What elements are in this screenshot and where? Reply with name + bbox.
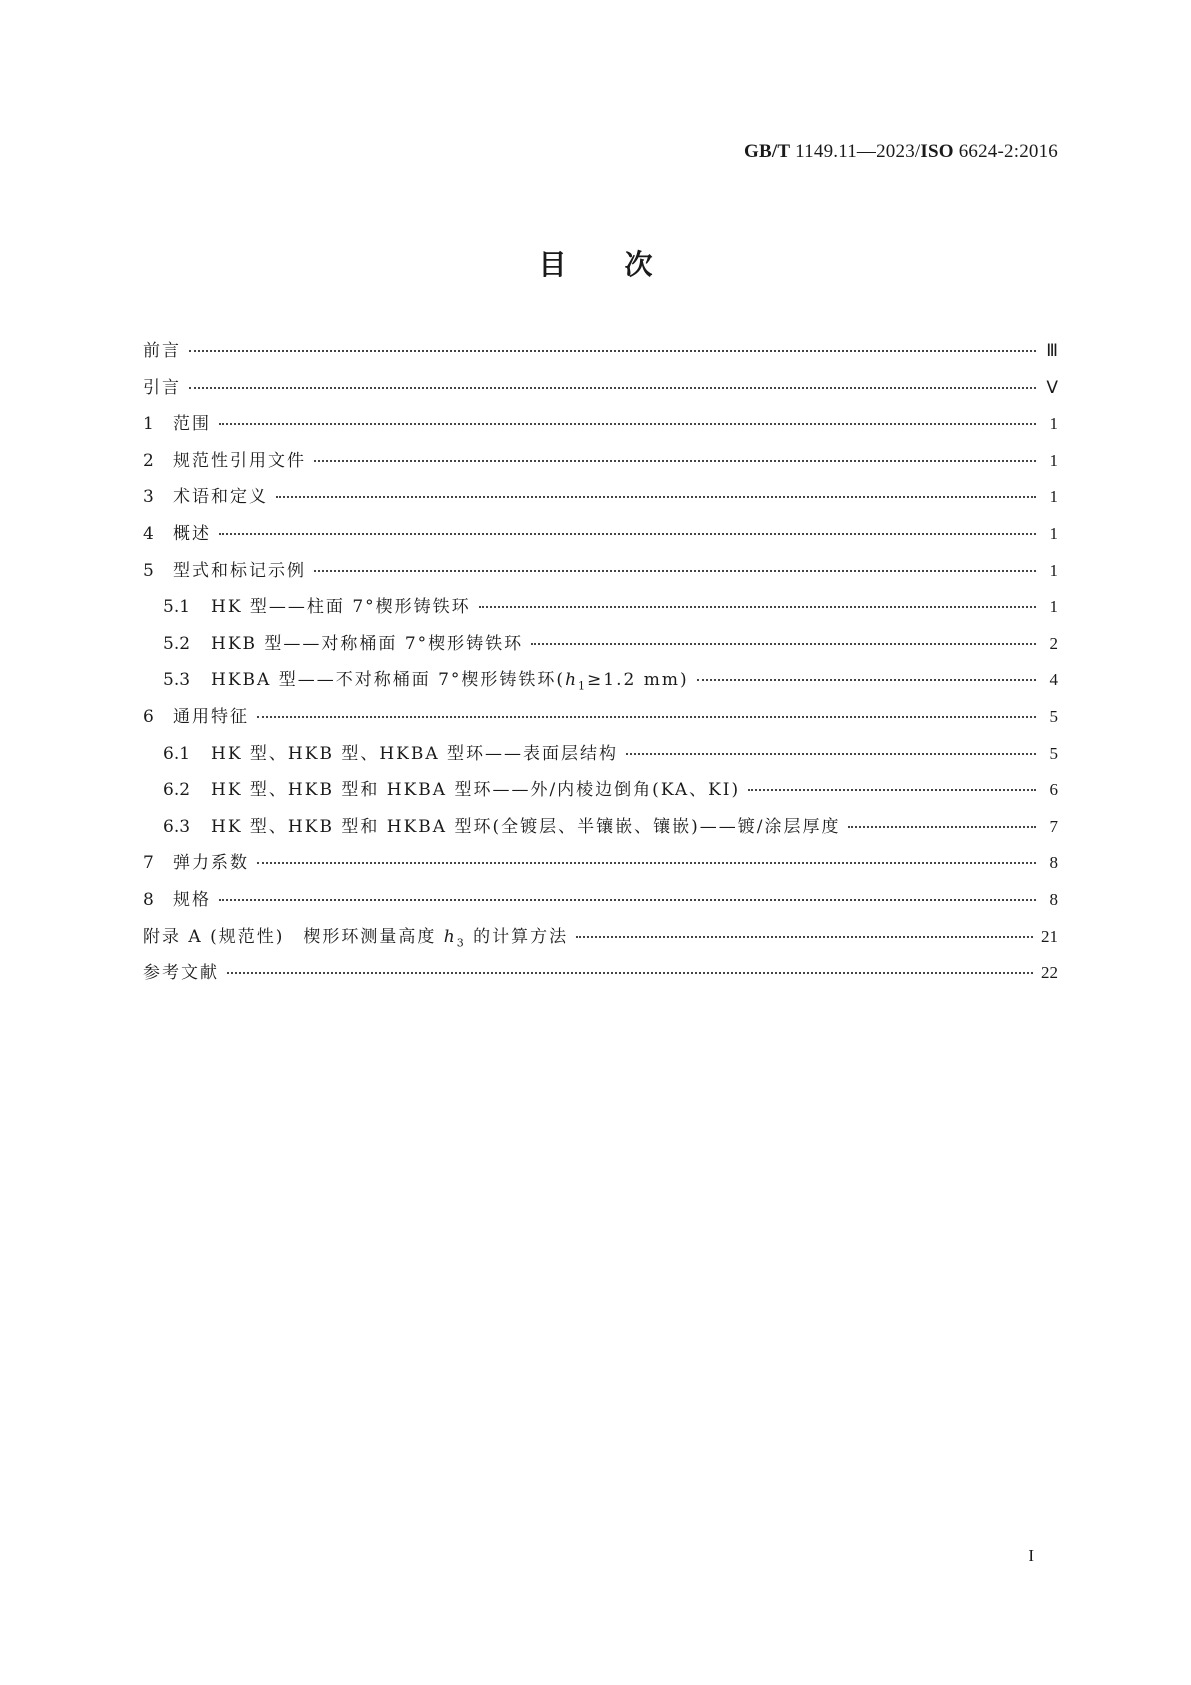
toc-entry-label-text: HK 型、HKB 型和 HKBA 型环——外/内棱边倒角(KA、KI): [211, 780, 741, 801]
toc-entry-label: [143, 922, 568, 949]
toc-entry-number: 4: [143, 523, 154, 544]
toc-entry-label: [211, 739, 618, 764]
toc-entry-page: 1: [1049, 414, 1058, 434]
toc-entry-page: 1: [1049, 450, 1058, 470]
standard-prefix: GB/T: [744, 141, 791, 162]
toc-dot-leader: [257, 861, 1036, 864]
toc-entry-label-text: HK 型——柱面 7°楔形铸铁环: [211, 597, 471, 618]
toc-entry-number: 6: [143, 706, 154, 727]
toc-dot-leader: [531, 642, 1036, 645]
toc-entry-page: 5: [1049, 743, 1058, 763]
toc-entry-number: 3: [143, 487, 154, 508]
page-title: 目次: [538, 248, 711, 281]
toc-entry-label-text: HK 型、HKB 型、HKBA 型环——表面层结构: [211, 743, 619, 764]
toc-dot-leader: [219, 898, 1036, 901]
toc-dot-leader: [626, 752, 1036, 755]
toc-dot-leader: [479, 605, 1036, 608]
toc-entry-number: 2: [143, 450, 154, 471]
toc-entry-label: [173, 409, 211, 434]
toc-entry-label-text: HKBA 型——不对称桶面 7°楔形铸铁环(: [211, 670, 566, 691]
toc-entry-page: 2: [1049, 633, 1058, 653]
toc-entry-page: 1: [1049, 523, 1058, 543]
toc-entry-label: [143, 373, 181, 398]
toc-dot-leader: [314, 459, 1036, 462]
toc-entry-label-text: HK 型、HKB 型和 HKBA 型环(全镀层、半镶嵌、镶嵌)——镀/涂层厚度: [211, 816, 841, 837]
toc-entry[interactable]: [143, 665, 1058, 702]
toc-entry-number: 5.2: [163, 633, 191, 654]
toc-entry-label-text: 弹力系数: [173, 853, 249, 874]
toc-dot-leader: [276, 495, 1036, 498]
toc-entry-number: 5.1: [163, 597, 191, 618]
toc-entry-label-text: HKB 型——对称桶面 7°楔形铸铁环: [211, 633, 524, 654]
toc-entry-number: 6.2: [163, 780, 191, 801]
toc-entry-symbol: h: [443, 926, 457, 947]
toc-entry-subscript: 3: [456, 935, 466, 949]
toc-entry-page: 22: [1041, 963, 1058, 983]
footer-page-number: I: [1028, 1546, 1034, 1565]
standard-number: 1149.11—2023/: [795, 141, 921, 162]
toc-entry-label: [211, 592, 471, 617]
toc-entry[interactable]: [143, 922, 1058, 959]
toc-entry-label-text: 引言: [143, 377, 181, 398]
toc-entry-label: [173, 519, 211, 544]
toc-entry[interactable]: [143, 592, 1058, 629]
toc-entry[interactable]: [143, 958, 1058, 995]
toc-entry-label: [143, 336, 181, 361]
toc-entry[interactable]: [143, 373, 1058, 410]
toc-dot-leader: [189, 386, 1036, 389]
toc-entry[interactable]: [143, 885, 1058, 922]
toc-entry-label: [173, 702, 249, 727]
iso-number: 6624-2:2016: [958, 141, 1058, 162]
toc-entry[interactable]: [143, 336, 1058, 373]
toc-entry-label: [211, 812, 840, 837]
toc-entry-page: Ⅴ: [1046, 377, 1058, 397]
toc-entry-page: Ⅲ: [1046, 341, 1058, 360]
toc-entry-label-tail: ≥1.2 mm): [587, 670, 689, 691]
toc-entry[interactable]: [143, 775, 1058, 812]
toc-entry-label: [173, 885, 211, 910]
toc-entry-label: [211, 775, 740, 800]
toc-entry-page: 1: [1049, 560, 1058, 580]
toc-entry-page: 1: [1049, 597, 1058, 617]
toc-entry-page: 6: [1049, 780, 1058, 800]
toc-entry-label-text: 术语和定义: [173, 487, 268, 508]
toc-entry-page: 4: [1049, 670, 1058, 690]
toc-entry[interactable]: [143, 848, 1058, 885]
toc-dot-leader: [697, 678, 1036, 681]
toc-entry[interactable]: [143, 446, 1058, 483]
toc-entry-label-text: 前言: [143, 341, 181, 361]
toc-entry-label: [143, 958, 219, 983]
toc-entry[interactable]: [143, 739, 1058, 776]
toc-dot-leader: [219, 422, 1036, 425]
toc-entry-number: 6.3: [163, 816, 191, 837]
table-of-contents: [143, 336, 1058, 995]
toc-entry-label-text: 规范性引用文件: [173, 450, 306, 471]
toc-entry-page: 7: [1049, 816, 1058, 836]
toc-entry-label-text: 概述: [173, 523, 211, 544]
toc-entry-page: 5: [1049, 706, 1058, 726]
toc-entry-page: 1: [1049, 487, 1058, 507]
standard-header: [744, 141, 1058, 163]
toc-entry[interactable]: [143, 409, 1058, 446]
toc-entry-label: [173, 556, 306, 581]
toc-entry[interactable]: [143, 629, 1058, 666]
toc-entry-label-tail: 的计算方法: [465, 926, 569, 947]
toc-dot-leader: [576, 935, 1033, 938]
toc-entry-label-text: 通用特征: [173, 706, 249, 727]
toc-dot-leader: [748, 788, 1036, 791]
toc-entry-label-text: 附录 A (规范性) 楔形环测量高度: [143, 926, 444, 947]
toc-entry-label: [211, 665, 689, 692]
toc-entry-label-text: 规格: [173, 889, 211, 910]
toc-entry-number: 5: [143, 560, 154, 581]
toc-entry-label: [211, 629, 523, 654]
toc-dot-leader: [257, 715, 1036, 718]
toc-dot-leader: [219, 532, 1036, 535]
toc-entry-subscript: 1: [578, 679, 588, 693]
toc-entry[interactable]: [143, 482, 1058, 519]
toc-dot-leader: [314, 569, 1036, 572]
toc-entry-label: [173, 848, 249, 873]
toc-entry[interactable]: [143, 812, 1058, 849]
toc-entry-label-text: 型式和标记示例: [173, 560, 306, 581]
toc-entry-number: 8: [143, 889, 154, 910]
toc-entry-label: [173, 482, 268, 507]
iso-prefix: ISO: [920, 141, 954, 162]
toc-entry-number: 5.3: [163, 670, 191, 691]
toc-entry[interactable]: [143, 519, 1058, 556]
toc-entry[interactable]: [143, 556, 1058, 593]
toc-entry-page: 8: [1049, 889, 1058, 909]
toc-entry-number: 6.1: [163, 743, 191, 764]
toc-dot-leader: [189, 349, 1036, 352]
toc-entry-number: 1: [143, 414, 154, 435]
toc-dot-leader: [848, 825, 1036, 828]
toc-dot-leader: [227, 971, 1033, 974]
toc-entry-page: 21: [1041, 926, 1058, 946]
toc-entry-label-text: 范围: [173, 414, 211, 435]
toc-entry-label-text: 参考文献: [143, 963, 219, 984]
toc-entry[interactable]: [143, 702, 1058, 739]
toc-entry-label: [173, 446, 306, 471]
toc-entry-page: 8: [1049, 853, 1058, 873]
toc-entry-number: 7: [143, 853, 154, 874]
toc-entry-symbol: h: [565, 670, 579, 691]
